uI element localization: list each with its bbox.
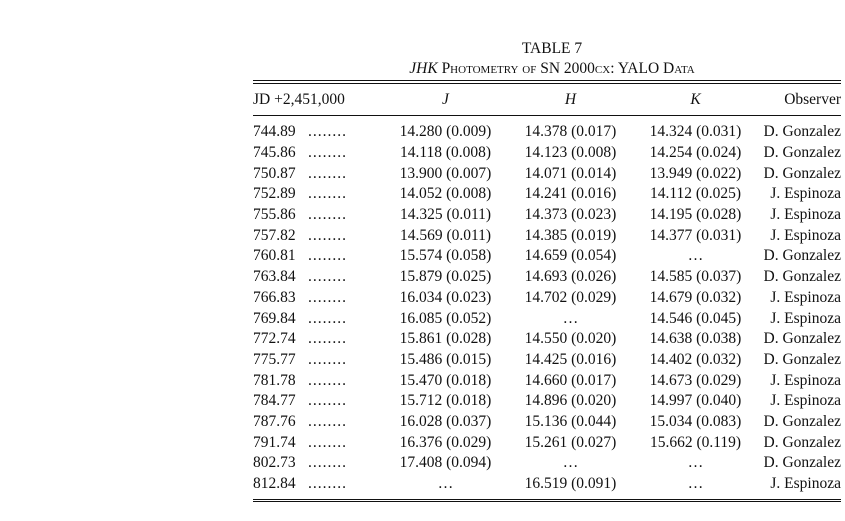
table-row bbox=[253, 122, 841, 143]
cell-observer: D. Gonzalez bbox=[763, 433, 841, 451]
cell-observer: J. Espinoza bbox=[770, 309, 841, 327]
cell-h: 14.693 (0.026) bbox=[524, 268, 617, 286]
cell-h: 14.241 (0.016) bbox=[524, 185, 617, 203]
jd-value: 772.74 bbox=[253, 330, 296, 348]
table-row bbox=[253, 391, 841, 412]
cell-jd bbox=[253, 184, 383, 205]
cell-jd bbox=[253, 246, 383, 267]
cell-jd bbox=[253, 474, 383, 495]
cell-j: 15.712 (0.018) bbox=[399, 392, 492, 410]
jd-value: 760.81 bbox=[253, 247, 296, 265]
cell-jd bbox=[253, 308, 383, 329]
cell-observer: D. Gonzalez bbox=[763, 123, 841, 141]
table-number: TABLE 7 bbox=[521, 40, 583, 57]
jd-value: 781.78 bbox=[253, 371, 296, 389]
cell-j: 14.052 (0.008) bbox=[399, 185, 492, 203]
cell-observer: D. Gonzalez bbox=[763, 330, 841, 348]
photometry-table-block bbox=[253, 39, 841, 502]
cell-h: 14.702 (0.029) bbox=[524, 288, 617, 306]
table-row bbox=[253, 163, 841, 184]
cell-observer: D. Gonzalez bbox=[763, 350, 841, 368]
table-row bbox=[253, 267, 841, 288]
cell-observer: J. Espinoza bbox=[770, 185, 841, 203]
cell-k: 14.324 (0.031) bbox=[649, 123, 742, 141]
header-observer: Observer bbox=[784, 90, 841, 108]
table-row bbox=[253, 412, 841, 433]
cell-jd bbox=[253, 122, 383, 143]
dot-leader: ........ bbox=[308, 433, 347, 451]
cell-j: 13.900 (0.007) bbox=[399, 164, 492, 182]
jd-value: 769.84 bbox=[253, 309, 296, 327]
dot-leader: ........ bbox=[308, 268, 347, 286]
cell-j: 14.118 (0.008) bbox=[399, 144, 492, 162]
cell-jd bbox=[253, 288, 383, 309]
cell-jd bbox=[253, 453, 383, 474]
dot-leader: ........ bbox=[308, 144, 347, 162]
cell-observer: J. Espinoza bbox=[770, 371, 841, 389]
jd-value: 784.77 bbox=[253, 392, 296, 410]
cell-h: 14.550 (0.020) bbox=[524, 330, 617, 348]
cell-k: 15.034 (0.083) bbox=[649, 412, 742, 430]
dot-leader: ........ bbox=[308, 226, 347, 244]
table-row bbox=[253, 246, 841, 267]
cell-k: … bbox=[687, 454, 704, 472]
table-title-rest: Photometry of SN 2000cx: YALO Data bbox=[441, 60, 695, 77]
cell-observer: D. Gonzalez bbox=[763, 247, 841, 265]
table-title-italic: JHK bbox=[409, 60, 438, 77]
cell-observer: J. Espinoza bbox=[770, 288, 841, 306]
jd-value: 802.73 bbox=[253, 454, 296, 472]
cell-k: 14.254 (0.024) bbox=[649, 144, 742, 162]
dot-leader: ........ bbox=[308, 350, 347, 368]
cell-k: 14.638 (0.038) bbox=[649, 330, 742, 348]
cell-h: 14.660 (0.017) bbox=[524, 371, 617, 389]
table-header-row bbox=[253, 84, 841, 116]
table-row bbox=[253, 288, 841, 309]
cell-observer: D. Gonzalez bbox=[763, 412, 841, 430]
cell-observer: J. Espinoza bbox=[770, 475, 841, 493]
cell-j: 16.028 (0.037) bbox=[399, 412, 492, 430]
table-row bbox=[253, 225, 841, 246]
cell-h: 15.136 (0.044) bbox=[524, 412, 617, 430]
dot-leader: ........ bbox=[308, 309, 347, 327]
cell-j: … bbox=[437, 475, 454, 493]
cell-j: 15.486 (0.015) bbox=[399, 350, 492, 368]
bottom-spacer-row bbox=[253, 494, 841, 501]
cell-h: 14.896 (0.020) bbox=[524, 392, 617, 410]
cell-h: 14.123 (0.008) bbox=[524, 144, 617, 162]
cell-jd bbox=[253, 391, 383, 412]
cell-jd bbox=[253, 267, 383, 288]
dot-leader: ........ bbox=[308, 123, 347, 141]
cell-h: … bbox=[562, 454, 579, 472]
cell-k: 14.377 (0.031) bbox=[649, 226, 742, 244]
table-row bbox=[253, 432, 841, 453]
header-h: H bbox=[564, 90, 577, 108]
table-body bbox=[253, 116, 841, 501]
cell-jd bbox=[253, 329, 383, 350]
dot-leader: ........ bbox=[308, 371, 347, 389]
cell-k: … bbox=[687, 247, 704, 265]
cell-j: 16.034 (0.023) bbox=[399, 288, 492, 306]
jd-value: 750.87 bbox=[253, 164, 296, 182]
cell-j: 17.408 (0.094) bbox=[399, 454, 492, 472]
dot-leader: ........ bbox=[308, 412, 347, 430]
dot-leader: ........ bbox=[308, 206, 347, 224]
table-row bbox=[253, 329, 841, 350]
cell-j: 15.574 (0.058) bbox=[399, 247, 492, 265]
dot-leader: ........ bbox=[308, 330, 347, 348]
table-row bbox=[253, 205, 841, 226]
cell-h: 16.519 (0.091) bbox=[524, 475, 617, 493]
cell-k: 14.997 (0.040) bbox=[649, 392, 742, 410]
cell-k: 14.679 (0.032) bbox=[649, 288, 742, 306]
cell-j: 15.879 (0.025) bbox=[399, 268, 492, 286]
jd-value: 744.89 bbox=[253, 123, 296, 141]
cell-observer: D. Gonzalez bbox=[763, 164, 841, 182]
cell-j: 14.325 (0.011) bbox=[399, 206, 492, 224]
table-row bbox=[253, 453, 841, 474]
cell-jd bbox=[253, 412, 383, 433]
cell-jd bbox=[253, 370, 383, 391]
cell-k: 14.195 (0.028) bbox=[649, 206, 742, 224]
cell-jd bbox=[253, 350, 383, 371]
cell-h: 14.071 (0.014) bbox=[524, 164, 617, 182]
table-row bbox=[253, 350, 841, 371]
dot-leader: ........ bbox=[308, 392, 347, 410]
photometry-table bbox=[253, 84, 841, 502]
cell-k: 15.662 (0.119) bbox=[649, 433, 742, 451]
jd-value: 763.84 bbox=[253, 268, 296, 286]
table-row bbox=[253, 143, 841, 164]
jd-value: 745.86 bbox=[253, 144, 296, 162]
cell-observer: J. Espinoza bbox=[770, 206, 841, 224]
cell-observer: D. Gonzalez bbox=[763, 268, 841, 286]
header-jd: JD +2,451,000 bbox=[253, 90, 345, 108]
cell-observer: J. Espinoza bbox=[770, 392, 841, 410]
cell-observer: J. Espinoza bbox=[770, 226, 841, 244]
jd-value: 787.76 bbox=[253, 412, 296, 430]
cell-h: 14.385 (0.019) bbox=[524, 226, 617, 244]
dot-leader: ........ bbox=[308, 475, 347, 493]
jd-value: 757.82 bbox=[253, 226, 296, 244]
cell-h: 15.261 (0.027) bbox=[524, 433, 617, 451]
cell-jd bbox=[253, 143, 383, 164]
jd-value: 755.86 bbox=[253, 206, 296, 224]
cell-jd bbox=[253, 205, 383, 226]
jd-value: 752.89 bbox=[253, 185, 296, 203]
dot-leader: ........ bbox=[308, 247, 347, 265]
cell-h: 14.378 (0.017) bbox=[524, 123, 617, 141]
cell-jd bbox=[253, 225, 383, 246]
dot-leader: ........ bbox=[308, 288, 347, 306]
dot-leader: ........ bbox=[308, 164, 347, 182]
header-k: K bbox=[690, 90, 701, 108]
cell-k: 14.546 (0.045) bbox=[649, 309, 742, 327]
cell-h: 14.373 (0.023) bbox=[524, 206, 617, 224]
cell-k: 14.585 (0.037) bbox=[649, 268, 742, 286]
cell-j: 15.861 (0.028) bbox=[399, 330, 492, 348]
table-row bbox=[253, 308, 841, 329]
cell-h: … bbox=[562, 309, 579, 327]
cell-k: 14.402 (0.032) bbox=[649, 350, 742, 368]
dot-leader: ........ bbox=[308, 454, 347, 472]
cell-h: 14.659 (0.054) bbox=[524, 247, 617, 265]
cell-k: 14.112 (0.025) bbox=[649, 185, 742, 203]
cell-k: 13.949 (0.022) bbox=[649, 164, 742, 182]
cell-observer: D. Gonzalez bbox=[763, 454, 841, 472]
table-row bbox=[253, 184, 841, 205]
cell-jd bbox=[253, 432, 383, 453]
cell-j: 14.280 (0.009) bbox=[399, 123, 492, 141]
cell-observer: D. Gonzalez bbox=[763, 144, 841, 162]
cell-k: … bbox=[687, 475, 704, 493]
cell-h: 14.425 (0.016) bbox=[524, 350, 617, 368]
dot-leader: ........ bbox=[308, 185, 347, 203]
cell-j: 16.085 (0.052) bbox=[399, 309, 492, 327]
bottom-double-rule bbox=[253, 494, 841, 501]
jd-value: 766.83 bbox=[253, 288, 296, 306]
jd-value: 791.74 bbox=[253, 433, 296, 451]
cell-k: 14.673 (0.029) bbox=[649, 371, 742, 389]
cell-j: 14.569 (0.011) bbox=[399, 226, 492, 244]
table-row bbox=[253, 474, 841, 495]
table-title bbox=[253, 59, 841, 80]
cell-jd bbox=[253, 163, 383, 184]
cell-j: 15.470 (0.018) bbox=[399, 371, 492, 389]
header-j: J bbox=[442, 90, 449, 108]
jd-value: 775.77 bbox=[253, 350, 296, 368]
table-row bbox=[253, 370, 841, 391]
jd-value: 812.84 bbox=[253, 475, 296, 493]
cell-j: 16.376 (0.029) bbox=[399, 433, 492, 451]
